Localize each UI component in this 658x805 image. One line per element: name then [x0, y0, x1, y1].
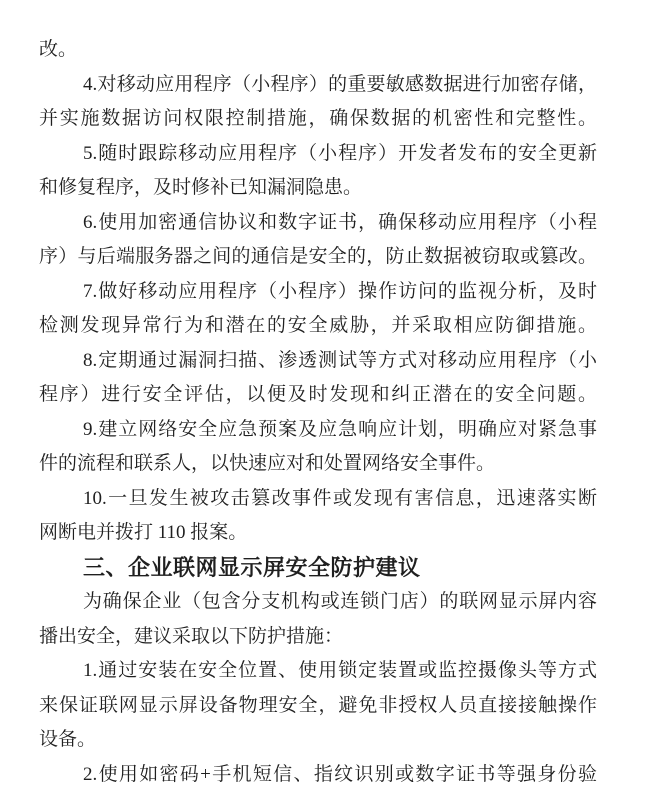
paragraph-line: 8.定期通过漏洞扫描、渗透测试等方式对移动应用程序（小 [83, 349, 597, 371]
paragraph-line: 件的流程和联系人，以快速应对和处置网络安全事件。 [39, 453, 496, 474]
paragraph-line: 9.建立网络安全应急预案及应急响应计划，明确应对紧急事 [83, 418, 597, 440]
paragraph-line: 10.一旦发生被攻击篡改事件或发现有害信息，迅速落实断 [83, 487, 597, 509]
paragraph-line: 程序）进行安全评估，以便及时发现和纠正潜在的安全问题。 [39, 384, 597, 405]
paragraph-line: 为确保企业（包含分支机构或连锁门店）的联网显示屏内容 [83, 591, 597, 612]
paragraph-line: 4.对移动应用程序（小程序）的重要敏感数据进行加密存储， [83, 73, 597, 95]
paragraph-line: 设备。 [39, 729, 97, 750]
paragraph-line: 和修复程序，及时修补已知漏洞隐患。 [39, 177, 363, 198]
paragraph-line: 检测发现异常行为和潜在的安全威胁，并采取相应防御措施。 [39, 315, 597, 336]
paragraph-line: 来保证联网显示屏设备物理安全，避免非授权人员直接接触操作 [39, 694, 597, 716]
paragraph-line: 7.做好移动应用程序（小程序）操作访问的监视分析，及时 [83, 280, 597, 302]
paragraph-line: 1.通过安装在安全位置、使用锁定装置或监控摄像头等方式 [83, 660, 597, 681]
section-heading: 三、企业联网显示屏安全防护建议 [83, 554, 421, 580]
paragraph-line: 网断电并拨打 110 报案。 [39, 522, 248, 543]
paragraph-line: 6.使用加密通信协议和数字证书，确保移动应用程序（小程 [83, 211, 597, 233]
paragraph-line: 播出安全，建议采取以下防护措施： [39, 625, 344, 647]
paragraph-line: 序）与后端服务器之间的通信是安全的，防止数据被窃取或篡改。 [39, 246, 597, 267]
paragraph-line: 改。 [39, 39, 78, 60]
paragraph-line: 2.使用如密码+手机短信、指纹识别或数字证书等强身份验 [83, 763, 597, 785]
paragraph-line: 并实施数据访问权限控制措施，确保数据的机密性和完整性。 [39, 108, 597, 129]
paragraph-line: 5.随时跟踪移动应用程序（小程序）开发者发布的安全更新 [83, 142, 597, 164]
